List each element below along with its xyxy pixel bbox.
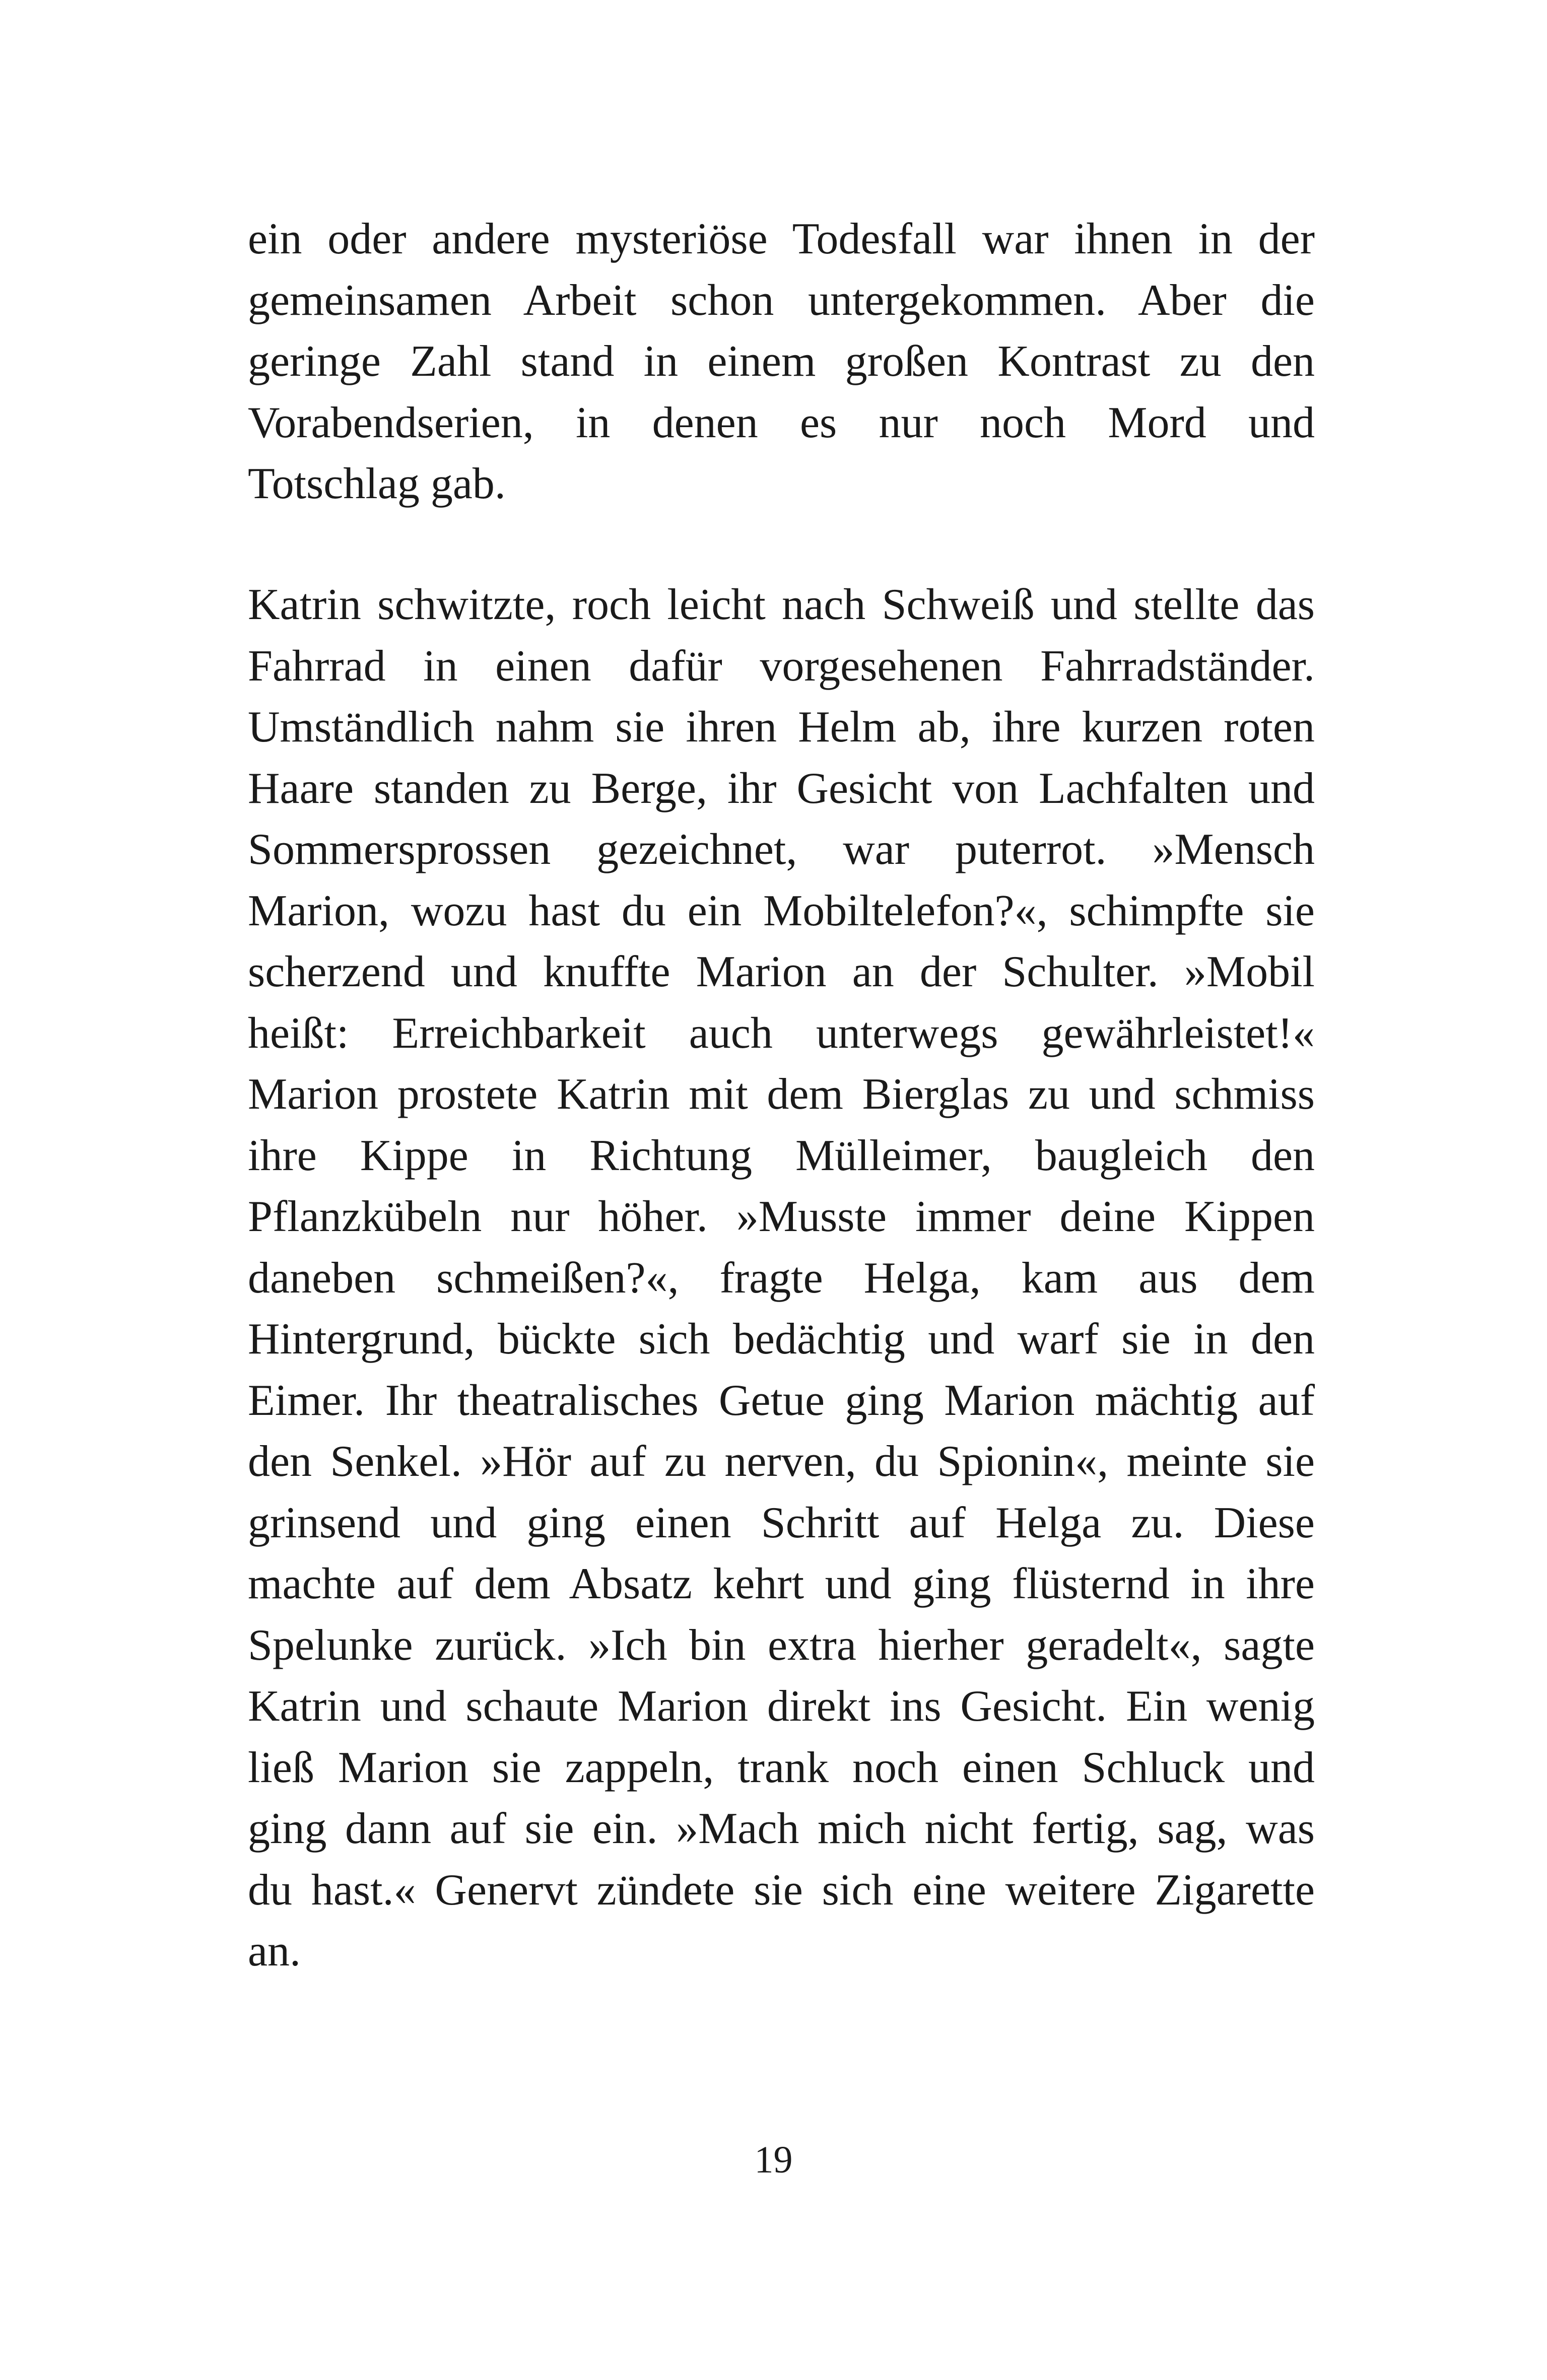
text-line: Eimer. Ihr theatralisches Getue ging Marion mächtig auf: [248, 1376, 1315, 1425]
text-line: Haare standen zu Berge, ihr Gesicht von Lachfalten und: [248, 764, 1315, 813]
text-line: geringe Zahl stand in einem großen Kontrast zu den: [248, 337, 1315, 386]
text-line: ein oder andere mysteriöse Todesfall war ihnen in der: [248, 215, 1315, 263]
text-line: Marion, wozu hast du ein Mobiltelefon?«, schimpfte sie: [248, 886, 1315, 935]
text-line: gemeinsamen Arbeit schon untergekommen. Aber die: [248, 276, 1315, 325]
text-line: Umständlich nahm sie ihren Helm ab, ihre kurzen roten: [248, 703, 1315, 752]
text-line: Katrin schwitzte, roch leicht nach Schweiß und stellte das: [248, 580, 1315, 629]
paragraph-2: [248, 574, 1315, 1982]
text-line: Katrin und schaute Marion direkt ins Gesicht. Ein wenig: [248, 1682, 1315, 1731]
text-line: machte auf dem Absatz kehrt und ging flüsternd in ihre: [248, 1559, 1315, 1608]
text-line: Sommersprossen gezeichnet, war puterrot. »Mensch: [248, 825, 1315, 874]
text-line: Totschlag gab.: [248, 459, 506, 508]
paragraph-1: [248, 209, 1315, 515]
text-line: grinsend und ging einen Schritt auf Helga zu. Diese: [248, 1498, 1315, 1547]
text-line: Marion prostete Katrin mit dem Bierglas zu und schmiss: [248, 1070, 1315, 1119]
text-line: ließ Marion sie zappeln, trank noch einen Schluck und: [248, 1743, 1315, 1792]
text-line: den Senkel. »Hör auf zu nerven, du Spionin«, meinte sie: [248, 1437, 1315, 1486]
text-line: Spelunke zurück. »Ich bin extra hierher geradelt«, sagte: [248, 1620, 1315, 1670]
text-line: an.: [248, 1927, 301, 1976]
text-line: daneben schmeißen?«, fragte Helga, kam aus dem: [248, 1253, 1315, 1303]
text-line: ihre Kippe in Richtung Mülleimer, baugleich den: [248, 1131, 1315, 1180]
text-line: Pflanzkübeln nur höher. »Musste immer deine Kippen: [248, 1192, 1315, 1241]
text-line: scherzend und knuffte Marion an der Schulter. »Mobil: [248, 947, 1315, 996]
text-line: ging dann auf sie ein. »Mach mich nicht fertig, sag, was: [248, 1804, 1315, 1853]
text-line: Vorabendserien, in denen es nur noch Mord und: [248, 398, 1315, 447]
page-number: 19: [754, 2139, 793, 2181]
text-line: Fahrrad in einen dafür vorgesehenen Fahrradständer.: [248, 641, 1315, 691]
text-line: du hast.« Genervt zündete sie sich eine weitere Zigarette: [248, 1865, 1315, 1915]
text-line: Hintergrund, bückte sich bedächtig und warf sie in den: [248, 1315, 1315, 1364]
text-line: heißt: Erreichbarkeit auch unterwegs gewährleistet!«: [248, 1008, 1315, 1058]
